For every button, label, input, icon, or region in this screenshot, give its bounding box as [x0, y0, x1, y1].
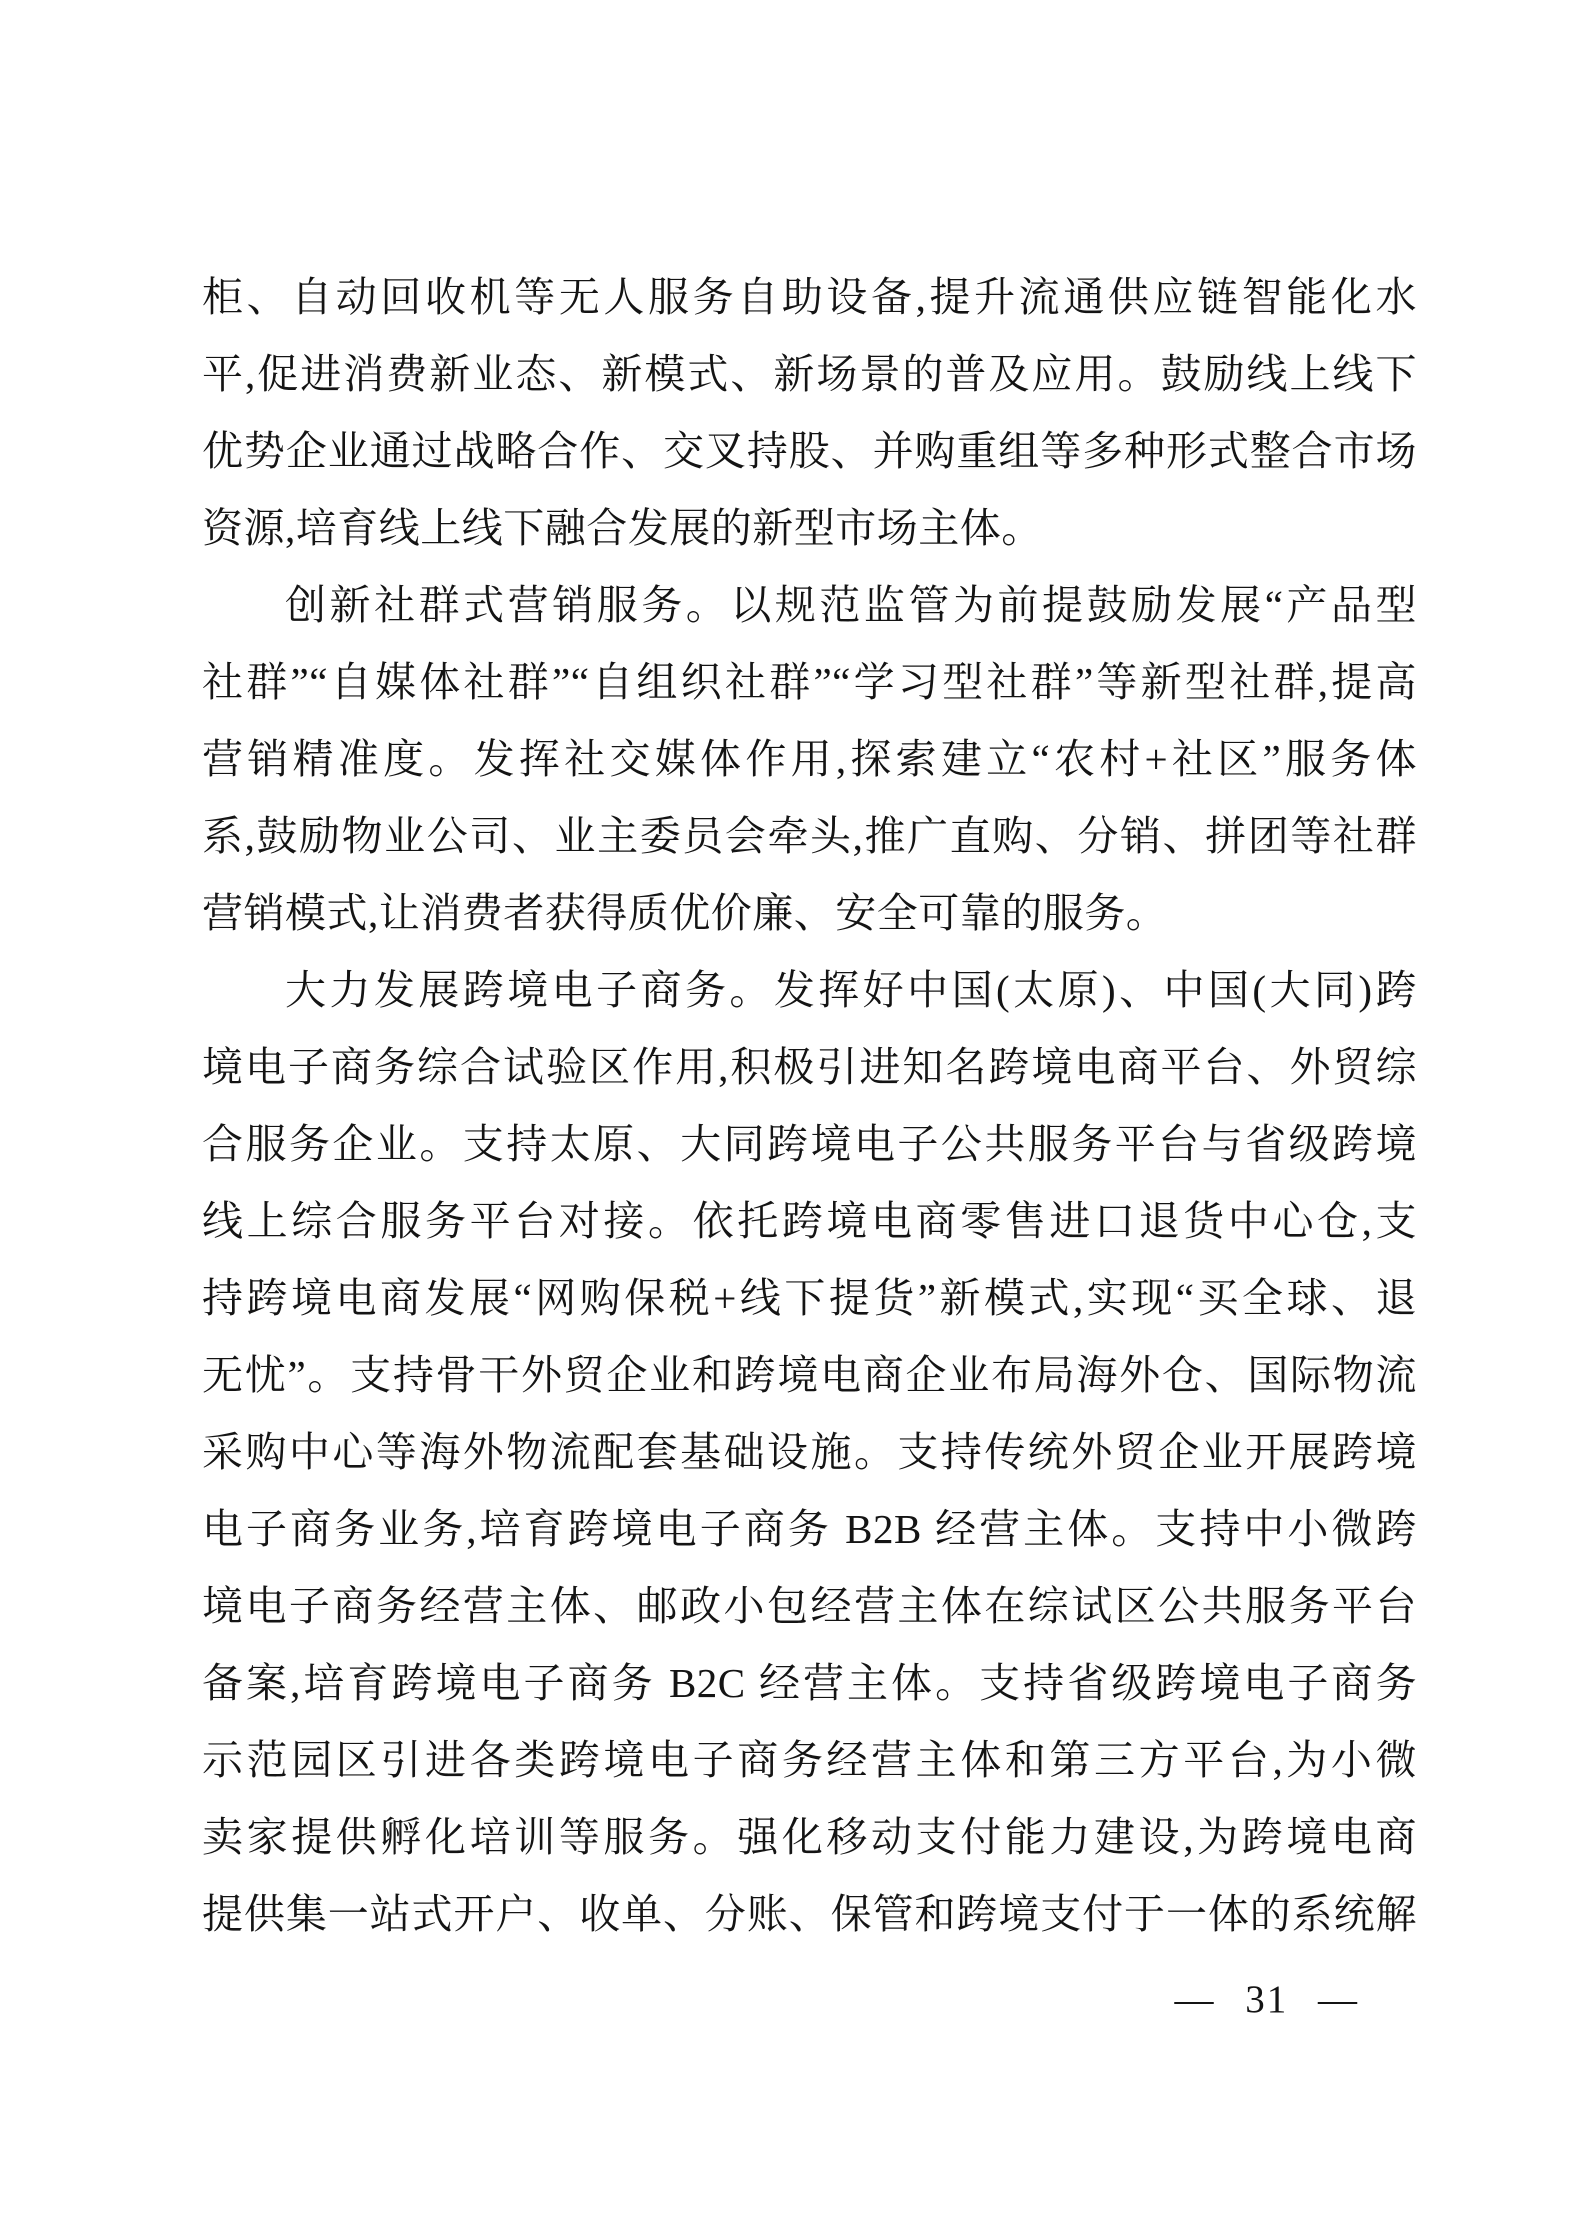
- text-line: 卖家提供孵化培训等服务。强化移动支付能力建设,为跨境电商: [202, 1814, 1417, 1860]
- text-line: 境电子商务经营主体、邮政小包经营主体在综试区公共服务平台: [202, 1583, 1417, 1629]
- text-line-paragraph-start: 大力发展跨境电子商务。发挥好中国(太原)、中国(大同)跨: [285, 967, 1417, 1013]
- text-line: 提供集一站式开户、收单、分账、保管和跨境支付于一体的系统解: [202, 1891, 1417, 1937]
- page-number: — 31 —: [1174, 1978, 1359, 2021]
- text-line: 备案,培育跨境电子商务 B2C 经营主体。支持省级跨境电子商务: [202, 1660, 1417, 1706]
- text-line: 平,促进消费新业态、新模式、新场景的普及应用。鼓励线上线下: [202, 351, 1417, 397]
- text-line: 合服务企业。支持太原、大同跨境电子公共服务平台与省级跨境: [202, 1121, 1417, 1167]
- text-line: 优势企业通过战略合作、交叉持股、并购重组等多种形式整合市场: [202, 428, 1417, 474]
- text-line-paragraph-start: 创新社群式营销服务。以规范监管为前提鼓励发展“产品型: [285, 582, 1417, 628]
- text-line: 系,鼓励物业公司、业主委员会牵头,推广直购、分销、拼团等社群: [202, 813, 1417, 859]
- text-line: 采购中心等海外物流配套基础设施。支持传统外贸企业开展跨境: [202, 1429, 1417, 1475]
- document-body-text: [202, 259, 1417, 1953]
- text-line: 无忧”。支持骨干外贸企业和跨境电商企业布局海外仓、国际物流: [202, 1352, 1417, 1398]
- text-line: 社群”“自媒体社群”“自组织社群”“学习型社群”等新型社群,提高: [202, 659, 1417, 705]
- text-line: 电子商务业务,培育跨境电子商务 B2B 经营主体。支持中小微跨: [202, 1506, 1417, 1552]
- text-line: 营销精准度。发挥社交媒体作用,探索建立“农村+社区”服务体: [202, 736, 1417, 782]
- text-line-paragraph-end: 资源,培育线上线下融合发展的新型市场主体。: [202, 505, 1043, 551]
- text-line: 持跨境电商发展“网购保税+线下提货”新模式,实现“买全球、退: [202, 1275, 1417, 1321]
- text-line: 线上综合服务平台对接。依托跨境电商零售进口退货中心仓,支: [202, 1198, 1417, 1244]
- text-line: 柜、自动回收机等无人服务自助设备,提升流通供应链智能化水: [202, 274, 1417, 320]
- text-line-paragraph-end: 营销模式,让消费者获得质优价廉、安全可靠的服务。: [202, 890, 1168, 936]
- text-line: 示范园区引进各类跨境电子商务经营主体和第三方平台,为小微: [202, 1737, 1417, 1783]
- text-line: 境电子商务综合试验区作用,积极引进知名跨境电商平台、外贸综: [202, 1044, 1417, 1090]
